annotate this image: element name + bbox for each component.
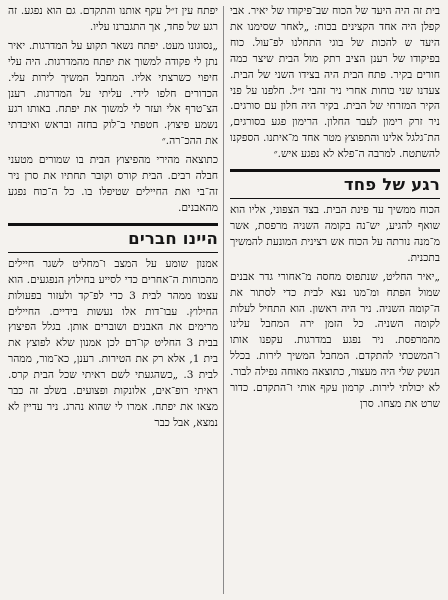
right-column [230,4,440,596]
headline-rule-bottom [8,252,218,253]
body-paragraph: הכוח ממשיך עד פינת הבית. בצד הצפוני, אליו הוא שואף להגיע, יש־נה בקומה השניה מרפסת, אשר מ־מנה נורתה על הכוח אש רצינית המונעת להמשיך בתכנית. [230,204,440,264]
body-paragraph: אמנון שומע על המצב ו־מחליט לשגר חיילים מהכוחות ה־אחרים כדי לסייע בחילוץ הנפגעים. הוא עצמו ממהר לבית 3 כדי לפ־קד ולעזור בפעולות החילוץ. עבו־דות אלו נעשות בידיים. החיילים מרימים את האבנים ושוברים אותן. בגלל הפיצוץ בבית 3 החליט קו־דם לכן אמנון שלא לפוצץ את בית 1, אלא רק את הטירות. רענן, כא־מור, ממהר לבית 3. „כשהגעתי לשם ראיתי שכל הבית קרס. ראיתי רופ־אים, אלונקות ופצועים. בשלב זה כבר מצאו את יפתח. אמרו לי שהוא נהרג. ניר עדיין לא נמצא, אבל כבר [8,257,218,429]
section-headline-friends: היינו חברים [128,228,218,248]
headline-rule-top [8,223,218,226]
body-paragraph: יפתח עין ז״ל עקף אותנו והתקדם. גם הוא נפגע. זה רגע של פחד, אך התגברנו עליו. [8,5,218,33]
section-header-friends [8,223,218,253]
column-divider [223,6,224,594]
body-paragraph: „יאיר החליט, שנתפוס מחסה מ־אחורי גדר אבנים שמול הפתח ומ־מנו נצא לבית כדי לסתור את ה־קומה השניה. ניר היה ראשון. הוא התחיל לעלות לקומה השניה. כל הזמן ירה המחבל עלינו מהמרפסת. ניר נפגע במדרגות. עקפנו אותו ו־המשכתי להתקדם. המחבל המשיך לירות. בכלל הנשק שלי היה מעצור, כתוצאה מאוחה נפילה לבור. לא יכולתי לירות. קרמון עקף אותי ו־התקדם. כדור שרט את מצחו. סרן [230,270,440,410]
headline-rule-bottom [230,198,440,199]
body-paragraph: כתוצאה מהירי מהפיצוץ הבית בו שמורים מטעני חבלה רבים. הבית קורס וקובר תחתיו את סרן ניר זה־בי ואת החיילים שטיפלו בו. כל ה־כוח נפגע מהאבנים. [8,154,218,214]
body-paragraph: „נסוגונו מעט. יפתח נשאר תקוע על המדרגות. יאיר נתן לי פקודה למשוך את יפתח מהמדרגות. היה עלי חיפוי כשרצתי אליו. המחבל המשיך לירות עלי. הכדורים חלפו לידי. עליתי על המדרגות. רענן הצ־טרף אלי ועזר לי למשוך את יפתח. באותו רגע נשמע פיצוץ. חטפתי ב־לוק בחזה ובראש ואיבדתי את ההכ־רה.״ [8,39,218,148]
headline-rule-top [230,169,440,172]
section-headline-fear: רגע של פחד [343,175,440,195]
section-header-fear [230,169,440,199]
intro-paragraph: בית זה היה היעד של הכוח שב־פיקודו של יאיר. אבי קפלן היה אחד הקצינים בכוח: „לאחר שסימנו את היעד ש להכות של בוגי התחלנו לפ־עול. כוח בפיקודו של רענן הציב רתק מול הבית שיצר כמה חורים בקיר. פתח הבית היה בצידו השני של הבית. צעדנו שני כוחות אחרי ניר זהבי ז״ל. חלפנו על פני הקיר המזרחי של הבית. בקיר היה חלון עם סורגים. ניר זרק רימון לעבר החלון. הרימון פגע בסורגים, הת־גלגל אלינו והתפוצץ מטר אחד מ־איתנו. הספקנו להשתטח. למרבה ה־פלא לא נפגע איש.״ [230,5,440,161]
left-column [8,4,218,596]
